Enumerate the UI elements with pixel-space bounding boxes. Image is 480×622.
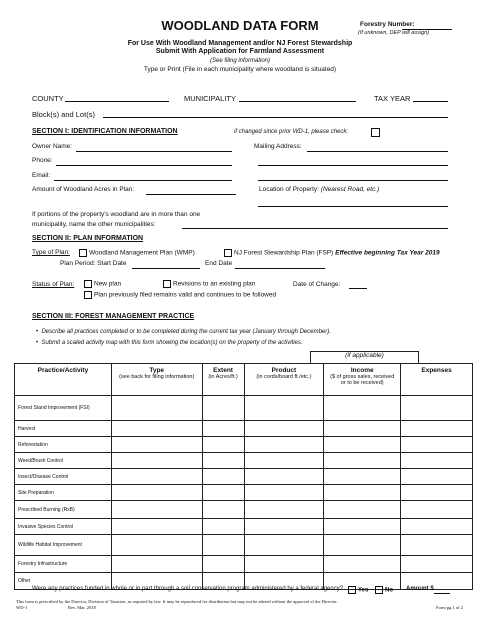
start-date-field[interactable] xyxy=(132,268,200,269)
section-3-title: SECTION III: FOREST MANAGEMENT PRACTICE xyxy=(32,313,195,320)
cell-income[interactable] xyxy=(324,519,401,535)
cell-expenses[interactable] xyxy=(401,437,473,453)
forestry-number-note: (If unknown, DEP will assign) xyxy=(358,30,430,36)
fsp-label: NJ Forest Stewardship Plan (FSP) xyxy=(234,249,334,257)
cell-extent[interactable] xyxy=(202,396,244,421)
cell-product[interactable] xyxy=(244,453,324,469)
cell-expenses[interactable] xyxy=(401,485,473,501)
fsp-checkbox[interactable] xyxy=(224,249,232,257)
form-title: WOODLAND DATA FORM xyxy=(161,18,319,33)
col-practice: Practice/Activity xyxy=(15,364,112,396)
municipality-question-1: If portions of the property's woodland are in more than one xyxy=(32,211,201,218)
amount-label: Amount $ xyxy=(406,586,434,592)
date-of-change-label: Date of Change: xyxy=(293,281,341,288)
cell-income[interactable] xyxy=(324,437,401,453)
county-label: COUNTY xyxy=(32,94,64,103)
cell-extent[interactable] xyxy=(202,519,244,535)
new-plan-checkbox[interactable] xyxy=(84,280,92,288)
cell-type[interactable] xyxy=(111,396,202,421)
cell-extent[interactable] xyxy=(202,485,244,501)
cell-type[interactable] xyxy=(111,437,202,453)
cell-type[interactable] xyxy=(111,469,202,485)
phone-label: Phone: xyxy=(32,157,53,164)
subtitle-2: Submit With Application for Farmland Assessment xyxy=(155,48,325,55)
cell-expenses[interactable] xyxy=(401,535,473,556)
section-1-title: SECTION I: IDENTIFICATION INFORMATION xyxy=(32,128,178,135)
row-label: Reforestation xyxy=(15,437,112,453)
fsp-option[interactable] xyxy=(224,249,440,257)
previous-plan-label: Plan previously filed remains valid and continues to be followed xyxy=(94,291,277,299)
table-row xyxy=(15,501,473,519)
cell-income[interactable] xyxy=(324,535,401,556)
municipality-label: MUNICIPALITY xyxy=(184,94,236,103)
revisions-label: Revisions to an existing plan xyxy=(173,280,256,288)
table-row xyxy=(15,421,473,437)
changed-checkbox[interactable] xyxy=(371,128,380,137)
row-label: Other xyxy=(15,573,112,590)
cell-product[interactable] xyxy=(244,535,324,556)
municipality-question-2: municipality, name the other municipalities: xyxy=(32,221,156,228)
if-applicable-header: (if applicable) xyxy=(310,351,419,363)
wmp-checkbox[interactable] xyxy=(79,249,87,257)
mailing-address-field-3[interactable] xyxy=(258,180,448,181)
other-municipalities-field[interactable] xyxy=(182,228,448,229)
cell-income[interactable] xyxy=(324,501,401,519)
cell-income[interactable] xyxy=(324,556,401,573)
bullet-1-text: Describe all practices completed or to be completed during the current tax year (January through December). xyxy=(41,329,331,335)
block-lot-field[interactable] xyxy=(103,117,448,118)
bullet-1 xyxy=(36,329,331,335)
owner-name-field[interactable] xyxy=(76,151,232,152)
cell-type[interactable] xyxy=(111,535,202,556)
col-income: Income ($ of gross sales, received or to be received) xyxy=(324,364,401,396)
new-plan-label: New plan xyxy=(94,280,122,288)
cell-expenses[interactable] xyxy=(401,501,473,519)
cell-product[interactable] xyxy=(244,485,324,501)
property-location-label xyxy=(259,186,379,193)
row-label: Prescribed Burning (RxB) xyxy=(15,501,112,519)
yes-label: Yes xyxy=(358,587,369,594)
date-of-change-field[interactable] xyxy=(349,288,367,289)
federal-question: Were any practices funded in whole or in part through a soil conservation program administered by a federal agency? xyxy=(32,586,344,592)
forestry-number-label: Forestry Number: xyxy=(360,21,415,28)
block-lot-label: Block(s) and Lot(s) xyxy=(32,110,95,119)
row-label: Harvest xyxy=(15,421,112,437)
bullet-dot: • xyxy=(36,340,42,346)
row-label: Wildlife Habitat Improvement xyxy=(15,535,112,556)
cell-income[interactable] xyxy=(324,396,401,421)
cell-extent[interactable] xyxy=(202,556,244,573)
table-row xyxy=(15,396,473,421)
section-1-note: if changed since prior WD-1, please check: xyxy=(234,129,349,135)
municipality-field[interactable] xyxy=(239,101,356,102)
row-label: Weed/Brush Control xyxy=(15,453,112,469)
cell-product[interactable] xyxy=(244,556,324,573)
cell-product[interactable] xyxy=(244,469,324,485)
section-2-title: SECTION II: PLAN INFORMATION xyxy=(32,235,144,242)
row-label: Forestry Infrastructure xyxy=(15,556,112,573)
plan-period-label: Plan Period: Start Date xyxy=(60,260,127,267)
cell-type[interactable] xyxy=(111,519,202,535)
subtitle-3: (See filing information) xyxy=(209,58,271,64)
revision-date: Rev. Mar. 2018 xyxy=(68,605,96,610)
col-type: Type (see back for filing information) xyxy=(111,364,202,396)
federal-yes-option[interactable] xyxy=(348,586,368,594)
cell-product[interactable] xyxy=(244,519,324,535)
cell-type[interactable] xyxy=(111,453,202,469)
row-label: Site Preparation xyxy=(15,485,112,501)
cell-income[interactable] xyxy=(324,469,401,485)
form-id: WD-1 xyxy=(16,605,28,610)
yes-checkbox[interactable] xyxy=(348,586,356,594)
end-date-field[interactable] xyxy=(235,268,325,269)
row-label: Insect/Disease Control xyxy=(15,469,112,485)
acres-field[interactable] xyxy=(146,194,236,195)
bullet-2 xyxy=(36,340,303,346)
cell-product[interactable] xyxy=(244,396,324,421)
new-plan-option[interactable] xyxy=(84,280,121,288)
table-row xyxy=(15,469,473,485)
property-location-text: Location of Property: xyxy=(259,186,319,193)
amount-field[interactable] xyxy=(434,593,450,594)
end-date-label: End Date xyxy=(205,260,233,267)
cell-product[interactable] xyxy=(244,437,324,453)
tax-year-label: TAX YEAR xyxy=(374,94,411,103)
cell-product[interactable] xyxy=(244,501,324,519)
cell-income[interactable] xyxy=(324,485,401,501)
cell-expenses[interactable] xyxy=(401,421,473,437)
col-extent: Extent (in Acres/ft.) xyxy=(202,364,244,396)
email-label: Email: xyxy=(32,172,51,179)
previous-plan-option[interactable] xyxy=(84,291,276,299)
subtitle-1: For Use With Woodland Management and/or NJ Forest Stewardship xyxy=(127,40,353,47)
revisions-checkbox[interactable] xyxy=(163,280,171,288)
cell-expenses[interactable] xyxy=(401,396,473,421)
cell-extent[interactable] xyxy=(202,469,244,485)
table-header-row xyxy=(15,364,473,396)
cell-expenses[interactable] xyxy=(401,556,473,573)
table-row xyxy=(15,437,473,453)
row-label: Forest Stand Improvement (FSI) xyxy=(15,396,112,421)
table-row xyxy=(15,485,473,501)
mailing-address-field-1[interactable] xyxy=(307,151,448,152)
cell-type[interactable] xyxy=(111,421,202,437)
wmp-option[interactable] xyxy=(79,249,195,257)
acres-label: Amount of Woodland Acres in Plan: xyxy=(32,186,135,193)
table-row xyxy=(15,556,473,573)
col-product: Product (in cords/board ft./etc.) xyxy=(244,364,324,396)
revisions-option[interactable] xyxy=(163,280,255,288)
status-of-plan-label: Status of Plan: xyxy=(32,281,75,288)
tax-year-field[interactable] xyxy=(413,101,448,102)
type-of-plan-label: Type of Plan: xyxy=(32,249,70,256)
no-label: No xyxy=(385,587,393,594)
cell-expenses[interactable] xyxy=(401,469,473,485)
row-label: Invasive Species Control xyxy=(15,519,112,535)
practice-table xyxy=(14,363,473,590)
cell-extent[interactable] xyxy=(202,453,244,469)
previous-plan-checkbox[interactable] xyxy=(84,291,92,299)
cell-income[interactable] xyxy=(324,421,401,437)
cell-type[interactable] xyxy=(111,556,202,573)
page-number: Form pg 1 of 2 xyxy=(436,605,463,610)
mailing-address-field-2[interactable] xyxy=(258,165,448,166)
property-location-note: (Nearest Road, etc.) xyxy=(320,186,380,193)
table-row xyxy=(15,535,473,556)
email-field[interactable] xyxy=(54,180,232,181)
subtitle-4: Type or Print (File in each municipality where woodland is situated) xyxy=(143,66,337,73)
owner-name-label: Owner Name: xyxy=(32,143,73,150)
table-row xyxy=(15,519,473,535)
wmp-label: Woodland Management Plan (WMP) xyxy=(89,249,195,257)
fsp-note: Effective beginning Tax Year 2019 xyxy=(335,249,440,257)
bullet-2-text: Submit a scaled activity map with this form showing the location(s) on the property of the activities. xyxy=(41,340,303,346)
county-field[interactable] xyxy=(65,101,169,102)
footer-notice: This form is prescribed by the Director, Division of Taxation, as required by law. It may be reproduced for distribution but may not be altered without the approval of the Director. xyxy=(16,599,338,604)
cell-extent[interactable] xyxy=(202,421,244,437)
mailing-address-label: Mailing Address: xyxy=(254,143,302,150)
table-row xyxy=(15,453,473,469)
cell-income[interactable] xyxy=(324,453,401,469)
property-location-field[interactable] xyxy=(258,206,448,207)
cell-expenses[interactable] xyxy=(401,519,473,535)
cell-extent[interactable] xyxy=(202,437,244,453)
col-expenses: Expenses xyxy=(401,364,473,396)
no-checkbox[interactable] xyxy=(375,586,383,594)
federal-no-option[interactable] xyxy=(375,586,393,594)
bullet-dot: • xyxy=(36,329,42,335)
cell-type[interactable] xyxy=(111,485,202,501)
cell-type[interactable] xyxy=(111,501,202,519)
cell-extent[interactable] xyxy=(202,535,244,556)
cell-extent[interactable] xyxy=(202,501,244,519)
phone-field[interactable] xyxy=(56,165,232,166)
cell-expenses[interactable] xyxy=(401,453,473,469)
cell-product[interactable] xyxy=(244,421,324,437)
